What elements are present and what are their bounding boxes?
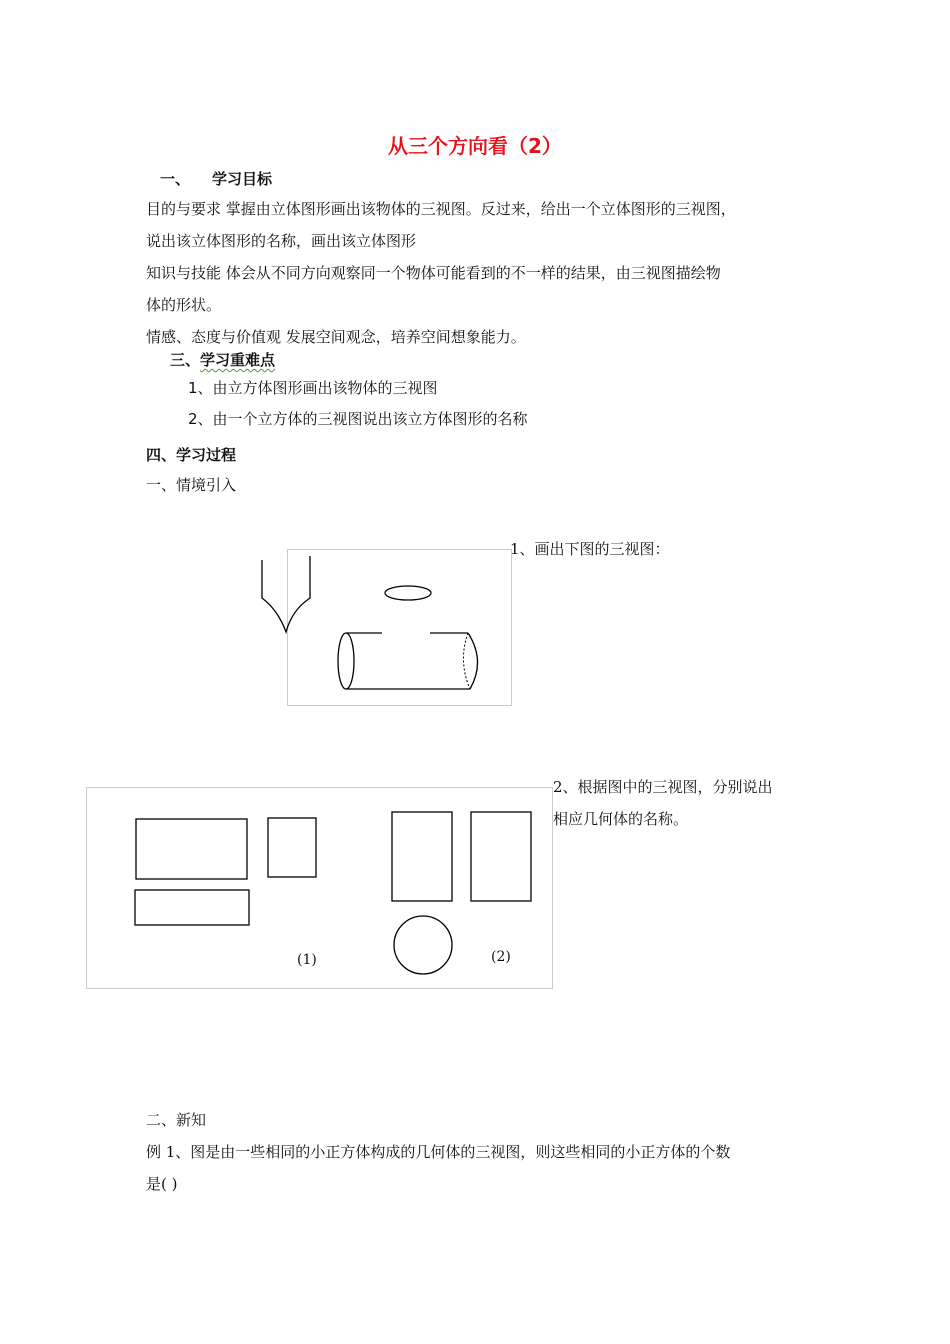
question-2-line-2: 相应几何体的名称。: [553, 810, 689, 828]
goal-line-3: 知识与技能 体会从不同方向观察同一个物体可能看到的不一样的结果，由三视图描绘物: [146, 264, 721, 282]
goal-line-1: 目的与要求 掌握由立体图形画出该物体的三视图。反过来，给出一个立体图形的三视图，: [146, 200, 736, 218]
question-2-line-1: 2、根据图中的三视图，分别说出: [553, 778, 773, 796]
section-3-number: 三、: [170, 351, 201, 369]
goal-line-2: 说出该立体图形的名称，画出该立体图形: [146, 232, 417, 250]
section-3-heading: [170, 349, 275, 370]
figure-label-1: (1): [297, 952, 317, 968]
new-knowledge-heading: 二、新知: [146, 1111, 207, 1129]
example-1-line-1: 例 1、图是由一些相同的小正方体构成的几何体的三视图，则这些相同的小正方体的个数: [146, 1143, 731, 1161]
question-1: 1、画出下图的三视图：: [510, 540, 670, 558]
three-views-figure: [86, 787, 553, 989]
goal-line-4: 体的形状。: [146, 296, 222, 314]
cylinder-figure: [287, 549, 512, 706]
key-point-1: 1、由立方体图形画出该物体的三视图: [188, 379, 438, 397]
goal-line-5: 情感、态度与价值观 发展空间观念，培养空间想象能力。: [146, 328, 526, 346]
section-4-heading: 四、学习过程: [146, 446, 237, 464]
section-1-number: 一、: [160, 170, 191, 188]
example-1-line-2: 是( ): [146, 1175, 178, 1193]
figure-label-2: (2): [491, 949, 511, 965]
section-3-label: 学习重难点: [200, 351, 276, 369]
page-title: 从三个方向看（2）: [388, 134, 562, 158]
intro-heading: 一、情境引入: [146, 476, 237, 494]
key-point-2: 2、由一个立方体的三视图说出该立方体图形的名称: [188, 410, 528, 428]
section-1-heading: 学习目标: [212, 170, 273, 188]
